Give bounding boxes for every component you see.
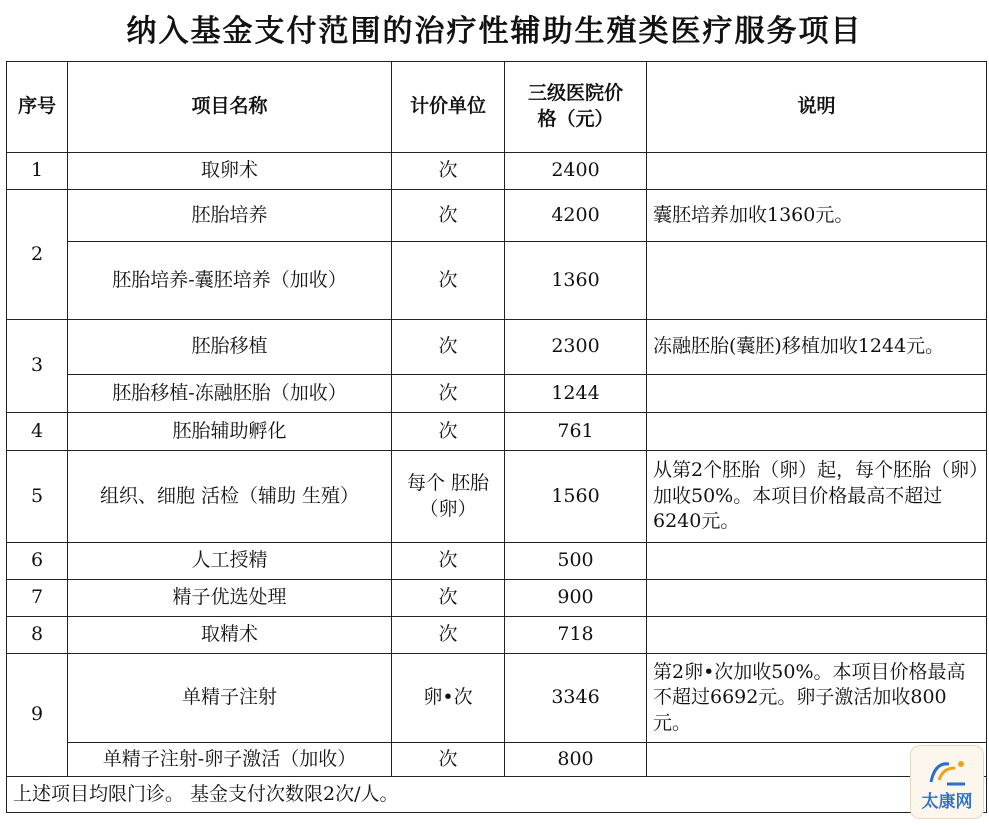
cell-no: 1 [7,153,68,190]
cell-unit: 卵•次 [392,654,505,743]
table-row [7,580,987,617]
footer-row [7,777,987,813]
header-name: 项目名称 [68,62,392,153]
cell-desc: 冻融胚胎(囊胚)移植加收1244元。 [647,320,987,375]
cell-price: 761 [505,413,647,451]
cell-no: 3 [7,320,68,413]
cell-price: 718 [505,617,647,654]
cell-no: 6 [7,543,68,580]
table-row [7,242,987,320]
header-row [7,62,987,153]
cell-price: 1360 [505,242,647,320]
cell-name: 人工授精 [68,543,392,580]
cell-name: 胚胎辅助孵化 [68,413,392,451]
page-title: 纳入基金支付范围的治疗性辅助生殖类医疗服务项目 [126,14,863,49]
logo-icon [925,756,971,788]
cell-name: 单精子注射 [68,654,392,743]
cell-unit: 次 [392,743,505,777]
cell-price: 1560 [505,451,647,543]
table-row [7,153,987,190]
cell-price: 500 [505,543,647,580]
cell-name: 精子优选处理 [68,580,392,617]
cell-name: 取卵术 [68,153,392,190]
cell-desc [647,153,987,190]
cell-name: 胚胎移植-冻融胚胎（加收） [68,375,392,413]
table-row [7,617,987,654]
cell-name: 胚胎培养 [68,190,392,242]
cell-price: 4200 [505,190,647,242]
cell-name: 单精子注射-卵子激活（加收） [68,743,392,777]
cell-desc [647,242,987,320]
cell-name: 胚胎移植 [68,320,392,375]
cell-no: 7 [7,580,68,617]
cell-price: 3346 [505,654,647,743]
cell-unit: 次 [392,580,505,617]
cell-unit: 次 [392,617,505,654]
cell-price: 800 [505,743,647,777]
cell-price: 2300 [505,320,647,375]
cell-desc: 第2卵•次加收50%。本项目价格最高不超过6692元。卵子激活加收800元。 [647,654,987,743]
cell-unit: 次 [392,190,505,242]
cell-unit: 每个 胚胎（卵） [392,451,505,543]
cell-unit: 次 [392,242,505,320]
header-unit: 计价单位 [392,62,505,153]
cell-price: 1244 [505,375,647,413]
cell-desc [647,375,987,413]
cell-unit: 次 [392,543,505,580]
watermark-badge [910,745,984,819]
cell-no: 5 [7,451,68,543]
cell-unit: 次 [392,153,505,190]
cell-desc: 囊胚培养加收1360元。 [647,190,987,242]
cell-unit: 次 [392,413,505,451]
cell-desc [647,543,987,580]
table-row [7,413,987,451]
cell-no: 4 [7,413,68,451]
cell-name: 胚胎培养-囊胚培养（加收） [68,242,392,320]
cell-unit: 次 [392,320,505,375]
header-desc: 说明 [647,62,987,153]
cell-desc [647,413,987,451]
cell-no: 8 [7,617,68,654]
cell-name: 组织、细胞 活检（辅助 生殖） [68,451,392,543]
cell-desc [647,580,987,617]
cell-name: 取精术 [68,617,392,654]
cell-price: 900 [505,580,647,617]
cell-desc: 从第2个胚胎（卵）起，每个胚胎（卵）加收50%。本项目价格最高不超过6240元。 [647,451,987,543]
cell-no: 2 [7,190,68,320]
footer-note: 上述项目均限门诊。 基金支付次数限2次/人。 [7,777,987,813]
table-row [7,654,987,743]
watermark-text: 太康网 [921,792,973,812]
price-table [6,61,987,813]
table-row [7,190,987,242]
table-row [7,320,987,375]
cell-unit: 次 [392,375,505,413]
header-price: 三级医院价格（元） [505,62,647,153]
table-row [7,375,987,413]
header-no: 序号 [7,62,68,153]
table-row [7,451,987,543]
cell-desc [647,617,987,654]
cell-no: 9 [7,654,68,777]
table-row [7,543,987,580]
table-row [7,743,987,777]
cell-price: 2400 [505,153,647,190]
